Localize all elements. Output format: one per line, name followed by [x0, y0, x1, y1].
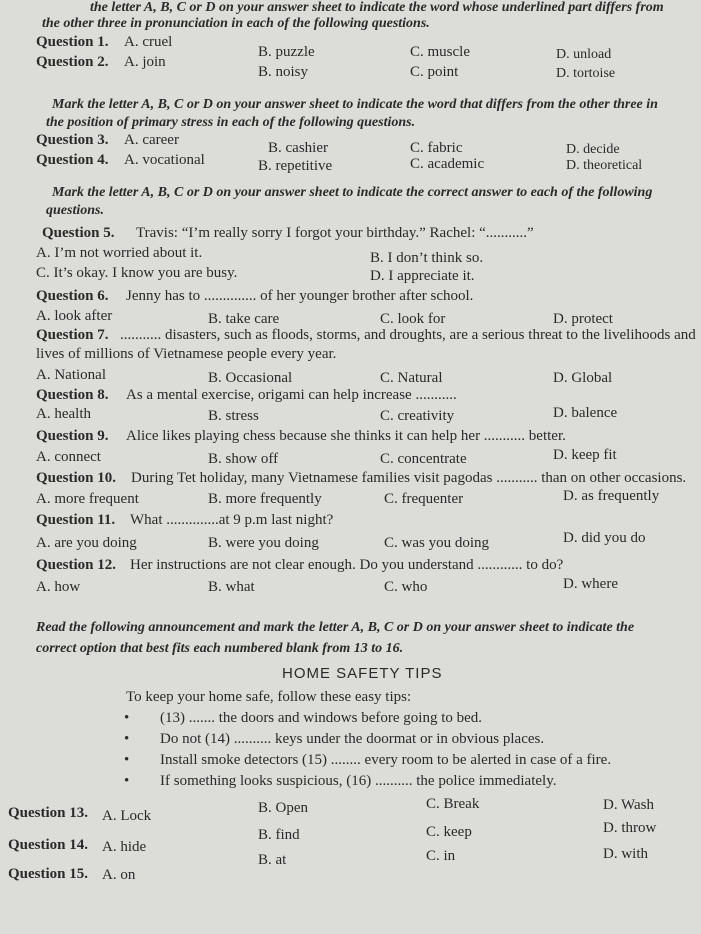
option-c[interactable]: C. look for: [380, 311, 446, 327]
option-b[interactable]: B. Occasional: [208, 370, 293, 386]
option-b[interactable]: B. were you doing: [208, 535, 319, 551]
option-c[interactable]: C. creativity: [380, 408, 455, 424]
option-c[interactable]: C. point: [410, 64, 459, 80]
question-label: Question 8.: [36, 387, 109, 403]
option-a[interactable]: A. Lock: [102, 808, 152, 824]
intro-pronunciation-line2: the other three in pronunciation in each of the following questions.: [42, 16, 430, 31]
option-a[interactable]: A. hide: [102, 839, 147, 855]
intro-correct-line1: Mark the letter A, B, C or D on your answer sheet to indicate the correct answer to each of the following: [52, 185, 653, 200]
option-b[interactable]: B. find: [258, 827, 300, 843]
question-label: Question 9.: [36, 428, 109, 444]
intro-announcement-line2: correct option that best fits each numbered blank from 13 to 16.: [36, 641, 404, 656]
option-b[interactable]: B. I don’t think so.: [370, 250, 484, 266]
option-d[interactable]: D. where: [563, 576, 618, 592]
question-label: Question 12.: [36, 557, 117, 573]
option-d[interactable]: D. decide: [566, 142, 620, 157]
option-b[interactable]: B. stress: [208, 408, 259, 424]
tips-lead: To keep your home safe, follow these easy tips:: [126, 689, 412, 705]
question-text: As a mental exercise, origami can help increase ...........: [126, 387, 457, 403]
option-a[interactable]: A. on: [102, 867, 136, 883]
option-d[interactable]: D. protect: [553, 311, 613, 327]
option-c[interactable]: C. Break: [426, 796, 480, 812]
tip-item: • If something looks suspicious, (16) .......... the police immediately.: [160, 773, 556, 790]
option-c[interactable]: C. fabric: [410, 140, 463, 156]
option-b[interactable]: B. Open: [258, 800, 308, 816]
option-b[interactable]: B. at: [258, 852, 287, 868]
option-a[interactable]: A. are you doing: [36, 535, 137, 551]
option-b[interactable]: B. what: [208, 579, 255, 595]
option-b[interactable]: B. repetitive: [258, 158, 333, 174]
option-a[interactable]: A. I’m not worried about it.: [36, 245, 203, 261]
tip-item: • Install smoke detectors (15) ........ every room to be alerted in case of a fire.: [160, 752, 611, 769]
intro-announcement-line1: Read the following announcement and mark the letter A, B, C or D on your answer sheet to indicate the: [36, 620, 635, 635]
option-a[interactable]: A. more frequent: [36, 491, 139, 507]
option-d[interactable]: D. I appreciate it.: [370, 268, 475, 284]
tip-item: • Do not (14) .......... keys under the doormat or in obvious places.: [160, 731, 544, 748]
option-b[interactable]: B. take care: [208, 311, 280, 327]
option-d[interactable]: D. tortoise: [556, 66, 616, 81]
option-c[interactable]: C. keep: [426, 824, 472, 840]
question-text-2: lives of millions of Vietnamese people every year.: [36, 346, 337, 362]
option-a[interactable]: A. National: [36, 367, 106, 383]
question-label: Question 14.: [8, 837, 89, 853]
option-d[interactable]: D. Wash: [603, 797, 655, 813]
option-b[interactable]: B. more frequently: [208, 491, 322, 507]
option-c[interactable]: C. muscle: [410, 44, 470, 60]
option-d[interactable]: D. as frequently: [563, 488, 660, 504]
option-c[interactable]: C. academic: [410, 156, 485, 172]
option-c[interactable]: C. frequenter: [384, 491, 464, 507]
option-d[interactable]: D. did you do: [563, 530, 646, 546]
option-d[interactable]: D. throw: [603, 820, 657, 836]
question-text: Alice likes playing chess because she thinks it can help her ........... better.: [126, 428, 566, 444]
intro-stress-line1: Mark the letter A, B, C or D on your answer sheet to indicate the word that differs from the other three in: [52, 97, 658, 112]
option-b[interactable]: B. cashier: [268, 140, 328, 156]
option-b[interactable]: B. show off: [208, 451, 279, 467]
question-label: Question 4.: [36, 152, 109, 168]
intro-pronunciation-line1: the letter A, B, C or D on your answer sheet to indicate the word whose underlined part differs from: [90, 0, 664, 15]
tips-title: HOME SAFETY TIPS: [282, 665, 443, 682]
tip-item: • (13) ....... the doors and windows before going to bed.: [160, 710, 482, 727]
option-d[interactable]: D. balence: [553, 405, 618, 421]
question-text: Her instructions are not clear enough. Do you understand ............ to do?: [130, 557, 564, 573]
question-text: Travis: “I’m really sorry I forgot your birthday.” Rachel: “...........”: [136, 225, 534, 241]
intro-correct-line2: questions.: [46, 203, 104, 218]
option-d[interactable]: D. Global: [553, 370, 613, 386]
question-label: Question 1.: [36, 34, 109, 50]
option-a[interactable]: A. look after: [36, 308, 113, 324]
option-b[interactable]: B. puzzle: [258, 44, 315, 60]
question-label: Question 10.: [36, 470, 117, 486]
question-label: Question 5.: [42, 225, 115, 241]
option-b[interactable]: B. noisy: [258, 64, 309, 80]
option-d[interactable]: D. unload: [556, 47, 612, 62]
question-label: Question 11.: [36, 512, 116, 528]
question-label: Question 7.: [36, 327, 109, 343]
question-label: Question 15.: [8, 866, 89, 882]
option-a[interactable]: A. vocational: [124, 152, 205, 168]
option-a[interactable]: A. how: [36, 579, 81, 595]
question-text: During Tet holiday, many Vietnamese families visit pagodas ........... than on other occasions.: [131, 470, 687, 486]
option-c[interactable]: C. who: [384, 579, 428, 595]
option-c[interactable]: C. concentrate: [380, 451, 467, 467]
option-d[interactable]: D. theoretical: [566, 158, 643, 173]
question-label: Question 3.: [36, 132, 109, 148]
option-c[interactable]: C. was you doing: [384, 535, 489, 551]
intro-stress-line2: the position of primary stress in each of the following questions.: [46, 115, 416, 130]
option-c[interactable]: C. Natural: [380, 370, 443, 386]
option-a[interactable]: A. cruel: [124, 34, 173, 50]
question-text: What ..............at 9 p.m last night?: [130, 512, 334, 528]
question-label: Question 6.: [36, 288, 109, 304]
option-a[interactable]: A. health: [36, 406, 91, 422]
option-a[interactable]: A. join: [124, 54, 166, 70]
question-text: Jenny has to .............. of her younger brother after school.: [126, 288, 474, 304]
option-a[interactable]: A. connect: [36, 449, 101, 465]
option-d[interactable]: D. with: [603, 846, 648, 862]
question-label: Question 13.: [8, 805, 89, 821]
question-label: Question 2.: [36, 54, 109, 70]
question-text: ........... disasters, such as floods, storms, and droughts, are a serious threat to the livelihoods and: [120, 327, 696, 343]
option-c[interactable]: C. It’s okay. I know you are busy.: [36, 265, 238, 281]
option-c[interactable]: C. in: [426, 848, 456, 864]
option-d[interactable]: D. keep fit: [553, 447, 617, 463]
option-a[interactable]: A. career: [124, 132, 179, 148]
